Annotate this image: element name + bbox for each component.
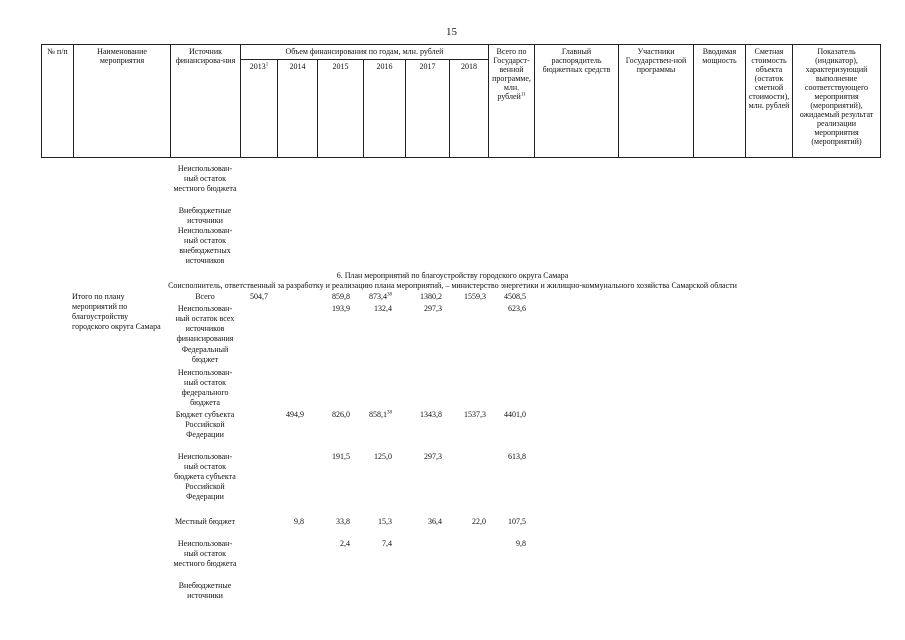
page-number: 15 bbox=[446, 26, 457, 38]
cell-v2018: 1537,3 bbox=[464, 410, 486, 419]
row-source: Внебюджетные источники bbox=[178, 581, 232, 600]
header-year-2016: 2016 bbox=[364, 60, 406, 158]
row-source: Неиспользован-ный остаток всех источников финансирования bbox=[175, 304, 235, 343]
header-participants: Участники Государствен-ной программы bbox=[619, 45, 694, 158]
top-source-1: Неиспользован-ный остаток местного бюджета bbox=[173, 164, 237, 193]
cell-v2017: 36,4 bbox=[428, 517, 442, 526]
cell-v2015: 859,8 bbox=[332, 292, 350, 301]
row-source: Неиспользован-ный остаток бюджета субъекта Российской Федерации bbox=[174, 452, 236, 501]
cell-v2016: 7,4 bbox=[382, 539, 392, 548]
cell-v2015: 33,8 bbox=[336, 517, 350, 526]
cell-v2017: 1380,2 bbox=[420, 292, 442, 301]
top-source-2: Внебюджетные источники bbox=[178, 206, 232, 225]
cell-footnote-ref: 38 bbox=[387, 410, 392, 416]
header-name: Наименование мероприятия bbox=[74, 45, 171, 158]
cell-v2018: 22,0 bbox=[472, 517, 486, 526]
cell-v2017: 297,3 bbox=[424, 304, 442, 313]
header-total: Всего по Государст-венной программе, млн. рублей$^{11}$ bbox=[489, 45, 535, 158]
cell-v2015: 2,4 bbox=[340, 539, 350, 548]
section-title: 6. План мероприятий по благоустройству городского округа Самара bbox=[336, 271, 569, 280]
cell-total: 4401,0 bbox=[504, 410, 526, 419]
header-year-2018: 2018 bbox=[450, 60, 489, 158]
cell-total: 107,5 bbox=[508, 517, 526, 526]
row-source: Федеральный бюджет bbox=[181, 345, 229, 364]
top-source-3: Неиспользован-ный остаток внебюджетных источников bbox=[177, 226, 233, 265]
cell-v2016: 15,3 bbox=[378, 517, 392, 526]
header-manager: Главный распорядитель бюджетных средств bbox=[535, 45, 619, 158]
header-year-2014: 2014 bbox=[278, 60, 318, 158]
header-table bbox=[41, 44, 881, 158]
cell-v2017: 1343,8 bbox=[420, 410, 442, 419]
header-cost: Сметная стоимость объекта (остаток сметной стоимости), млн. рублей bbox=[746, 45, 793, 158]
cell-v2016: 873,4$^{38}$ bbox=[369, 292, 392, 301]
header-funding: Объем финансирования по годам, млн. рублей bbox=[241, 45, 489, 60]
section-subtitle: Соисполнитель, ответственный за разработку и реализацию плана мероприятий, – министерство энергетики и жилищно-коммунального хозяйства Самарской области bbox=[168, 281, 737, 290]
header-year-2013: 2013$^1$ bbox=[241, 60, 278, 158]
cell-v2017: 297,3 bbox=[424, 452, 442, 461]
header-source: Источник финансирова-ния bbox=[171, 45, 241, 158]
header-capacity: Вводимая мощность bbox=[694, 45, 746, 158]
row-source: Местный бюджет bbox=[175, 517, 235, 526]
header-num: № п/п bbox=[42, 45, 74, 158]
cell-total: 4508,5 bbox=[504, 292, 526, 301]
cell-v2014: 494,9 bbox=[286, 410, 304, 419]
cell-v2013: 504,7 bbox=[250, 292, 268, 301]
cell-v2015: 191,5 bbox=[332, 452, 350, 461]
cell-total: 623,6 bbox=[508, 304, 526, 313]
row-source: Неиспользован-ный остаток федерального бюджета bbox=[177, 368, 233, 407]
cell-v2016: 858,1$^{38}$ bbox=[369, 410, 392, 419]
cell-v2015: 193,9 bbox=[332, 304, 350, 313]
cell-total: 9,8 bbox=[516, 539, 526, 548]
header-indicator: Показатель (индикатор), характеризующий выполнение соответствующего мероприятия (мероприятий), ожидаемый результат реализации мероприятия (мероприятий) bbox=[793, 45, 881, 158]
cell-footnote-ref: 38 bbox=[387, 292, 392, 298]
row-source: Неиспользован-ный остаток местного бюджета bbox=[173, 539, 237, 568]
header-year-2015: 2015 bbox=[318, 60, 364, 158]
row-source: Всего bbox=[195, 292, 215, 301]
cell-v2016: 125,0 bbox=[374, 452, 392, 461]
cell-v2016: 132,4 bbox=[374, 304, 392, 313]
header-year-2017: 2017 bbox=[406, 60, 450, 158]
row-source: Бюджет субъекта Российской Федерации bbox=[175, 410, 235, 439]
item-name: Итого по плану мероприятий по благоустройству городского округа Самара bbox=[72, 292, 161, 331]
cell-v2014: 9,8 bbox=[294, 517, 304, 526]
cell-v2018: 1559,3 bbox=[464, 292, 486, 301]
cell-total: 613,8 bbox=[508, 452, 526, 461]
cell-v2015: 826,0 bbox=[332, 410, 350, 419]
